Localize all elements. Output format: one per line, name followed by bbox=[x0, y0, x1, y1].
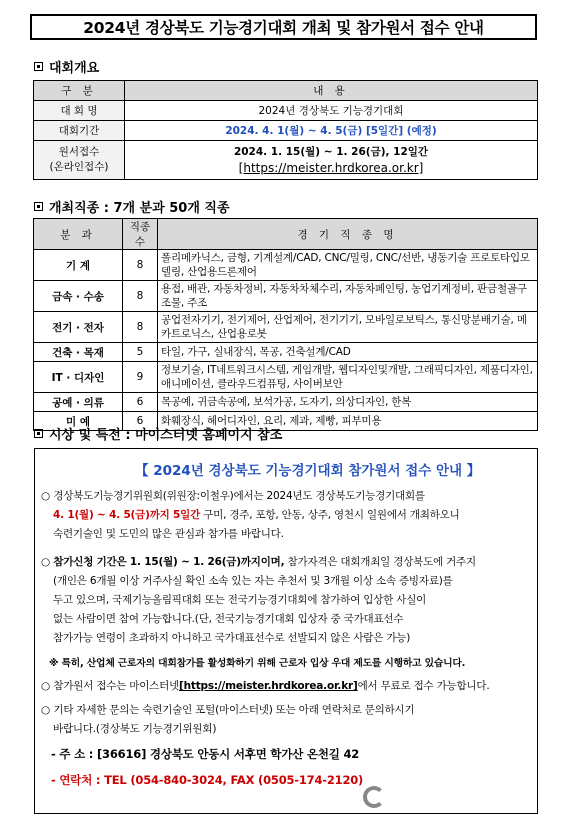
section-awards-label: 시상 및 특전 : 마이스터넷 홈페이지 참조 bbox=[49, 428, 283, 443]
table-row bbox=[34, 393, 538, 412]
p2-line5: 참가가능 연령이 초과하지 아니하고 국가대표선수로 선발되지 않은 사람은 가능) bbox=[53, 632, 411, 644]
watermark-logo-icon bbox=[363, 786, 385, 808]
p4-text2: 에서 무료로 접수 가능합니다. bbox=[357, 680, 490, 692]
application-period: 2024. 1. 15(월) ~ 1. 26(금), 12일간 bbox=[233, 146, 429, 158]
square-bullet-icon bbox=[34, 62, 43, 71]
table-row bbox=[34, 343, 538, 362]
count-cell: 8 bbox=[123, 312, 158, 343]
division-cell: 전기 · 전자 bbox=[34, 312, 123, 343]
p2-line2: (개인은 6개월 이상 거주사실 확인 소속 있는 자는 추천서 및 3개월 이상 소속 증빙자료)를 bbox=[53, 575, 453, 587]
division-cell: 금속 · 수송 bbox=[34, 281, 123, 312]
circle-bullet-icon: ○ bbox=[41, 680, 54, 692]
events-cell: 정보기술, IT네트워크시스템, 게임개발, 웹디자인및개발, 그래픽디자인, 제품디자인, 애니메이션, 클라우드컴퓨팅, 사이버보안 bbox=[158, 362, 538, 393]
page-title: 2024년 경상북도 기능경기대회 개최 및 참가원서 접수 안내 bbox=[30, 14, 537, 40]
overview-table bbox=[33, 80, 538, 180]
count-cell: 5 bbox=[123, 343, 158, 362]
events-cell: 화훼장식, 헤어디자인, 요리, 제과, 제빵, 피부미용 bbox=[158, 412, 538, 431]
overview-value-period: 2024. 4. 1(월) ~ 4. 5(금) [5일간] (예정) bbox=[125, 121, 538, 141]
circle-bullet-icon: ○ bbox=[41, 490, 54, 502]
overview-value-application bbox=[125, 141, 538, 180]
division-cell: 미 예 bbox=[34, 412, 123, 431]
contact: - 연락처 : TEL (054-840-3024, FAX (0505-174-2120) bbox=[51, 773, 364, 787]
count-cell: 9 bbox=[123, 362, 158, 393]
notice-box bbox=[34, 448, 538, 814]
events-col-count: 직종수 bbox=[123, 219, 158, 250]
notice-title: 【 2024년 경상북도 기능경기대회 참가원서 접수 안내 】 bbox=[135, 463, 481, 479]
overview-label-name: 대 회 명 bbox=[34, 101, 125, 121]
count-cell: 8 bbox=[123, 250, 158, 281]
notice-paragraph-5 bbox=[41, 701, 533, 739]
p5-line2: 바랍니다.(경상북도 기능경기위원회) bbox=[53, 723, 217, 735]
notice-paragraph-4 bbox=[41, 677, 533, 696]
meister-link[interactable]: [https://meister.hrdkorea.or.kr] bbox=[238, 161, 424, 175]
overview-label-application-2: (온라인접수) bbox=[49, 161, 109, 173]
events-table bbox=[33, 218, 538, 431]
section-events-heading bbox=[34, 197, 230, 216]
events-cell: 폴리메카닉스, 금형, 기계설계/CAD, CNC/밀링, CNC/선반, 냉동기술 프로토타입모델링, 산업용드론제어 bbox=[158, 250, 538, 281]
p1-period: 4. 1(월) ~ 4. 5(금)까지 5일간 bbox=[53, 509, 201, 521]
p2-line1: 참가자격은 대회개최일 경상북도에 거주지 bbox=[284, 556, 476, 568]
count-cell: 6 bbox=[123, 412, 158, 431]
events-cell: 타일, 가구, 실내장식, 목공, 건축설계/CAD bbox=[158, 343, 538, 362]
section-awards-heading bbox=[34, 424, 282, 443]
circle-bullet-icon: ○ bbox=[41, 704, 54, 716]
p1-line3: 숙련기술인 및 도민의 많은 관심과 참가를 바랍니다. bbox=[53, 528, 284, 540]
events-cell: 용접, 배관, 자동차정비, 자동차차체수리, 자동차페인팅, 농업기계정비, 판금철골구조물, 주조 bbox=[158, 281, 538, 312]
table-row bbox=[34, 281, 538, 312]
division-cell: 기 계 bbox=[34, 250, 123, 281]
notice-paragraph-2 bbox=[41, 553, 533, 648]
overview-value-name: 2024년 경상북도 기능경기대회 bbox=[125, 101, 538, 121]
p2-period: 참가신청 기간은 1. 15(월) ~ 1. 26(금)까지이며, bbox=[53, 556, 285, 568]
events-col-division: 분 과 bbox=[34, 219, 123, 250]
p5-line1: 기타 자세한 문의는 숙련기술인 포털(마이스터넷) 또는 아래 연락처로 문의하시기 bbox=[53, 704, 415, 716]
table-row bbox=[34, 362, 538, 393]
section-events-label: 개최직종 : 7개 분과 50개 직종 bbox=[49, 201, 230, 216]
section-overview-heading bbox=[34, 57, 99, 76]
p4-text1: 참가원서 접수는 마이스터넷 bbox=[53, 680, 180, 692]
p1-line2: 구미, 경주, 포항, 안동, 상주, 영천시 일원에서 개최하오니 bbox=[200, 509, 460, 521]
overview-label-application-1: 원서접수 bbox=[58, 146, 100, 158]
division-cell: IT · 디자인 bbox=[34, 362, 123, 393]
square-bullet-icon bbox=[34, 429, 43, 438]
p1-line1: 경상북도기능경기위원회(위원장:이철우)에서는 2024년도 경상북도기능경기대회를 bbox=[53, 490, 425, 502]
section-overview-label: 대회개요 bbox=[49, 61, 100, 76]
notice-remark: ※ 특히, 산업체 근로자의 대회참가를 활성화하기 위해 근로자 입상 우대 제도를 시행하고 있습니다. bbox=[49, 658, 466, 669]
division-cell: 공예 · 의류 bbox=[34, 393, 123, 412]
events-cell: 목공예, 귀금속공예, 보석가공, 도자기, 의상디자인, 한복 bbox=[158, 393, 538, 412]
events-col-names: 경 기 직 종 명 bbox=[158, 219, 538, 250]
overview-col-category: 구 분 bbox=[34, 81, 125, 101]
division-cell: 건축 · 목재 bbox=[34, 343, 123, 362]
notice-paragraph-1 bbox=[41, 487, 533, 544]
meister-link-2[interactable]: [https://meister.hrdkorea.or.kr] bbox=[179, 680, 358, 692]
overview-label-application bbox=[34, 141, 125, 180]
table-row bbox=[34, 250, 538, 281]
p2-line3: 두고 있으며, 국제기능올림픽대회 또는 전국기능경기대회에 참가하여 입상한 사실이 bbox=[53, 594, 427, 606]
circle-bullet-icon: ○ bbox=[41, 556, 54, 568]
count-cell: 8 bbox=[123, 281, 158, 312]
overview-col-content: 내 용 bbox=[125, 81, 538, 101]
overview-label-period: 대회기간 bbox=[34, 121, 125, 141]
count-cell: 6 bbox=[123, 393, 158, 412]
square-bullet-icon bbox=[34, 202, 43, 211]
address: - 주 소 : [36616] 경상북도 안동시 서후면 학가산 온천길 42 bbox=[51, 747, 360, 761]
p2-line4: 없는 사람이면 참여 가능합니다.(단, 전국기능경기대회 입상자 중 국가대표선수 bbox=[53, 613, 404, 625]
table-row bbox=[34, 312, 538, 343]
events-cell: 공업전자기기, 전기제어, 산업제어, 전기기기, 모바일로보틱스, 통신망분배기술, 메카트로닉스, 산업용로봇 bbox=[158, 312, 538, 343]
